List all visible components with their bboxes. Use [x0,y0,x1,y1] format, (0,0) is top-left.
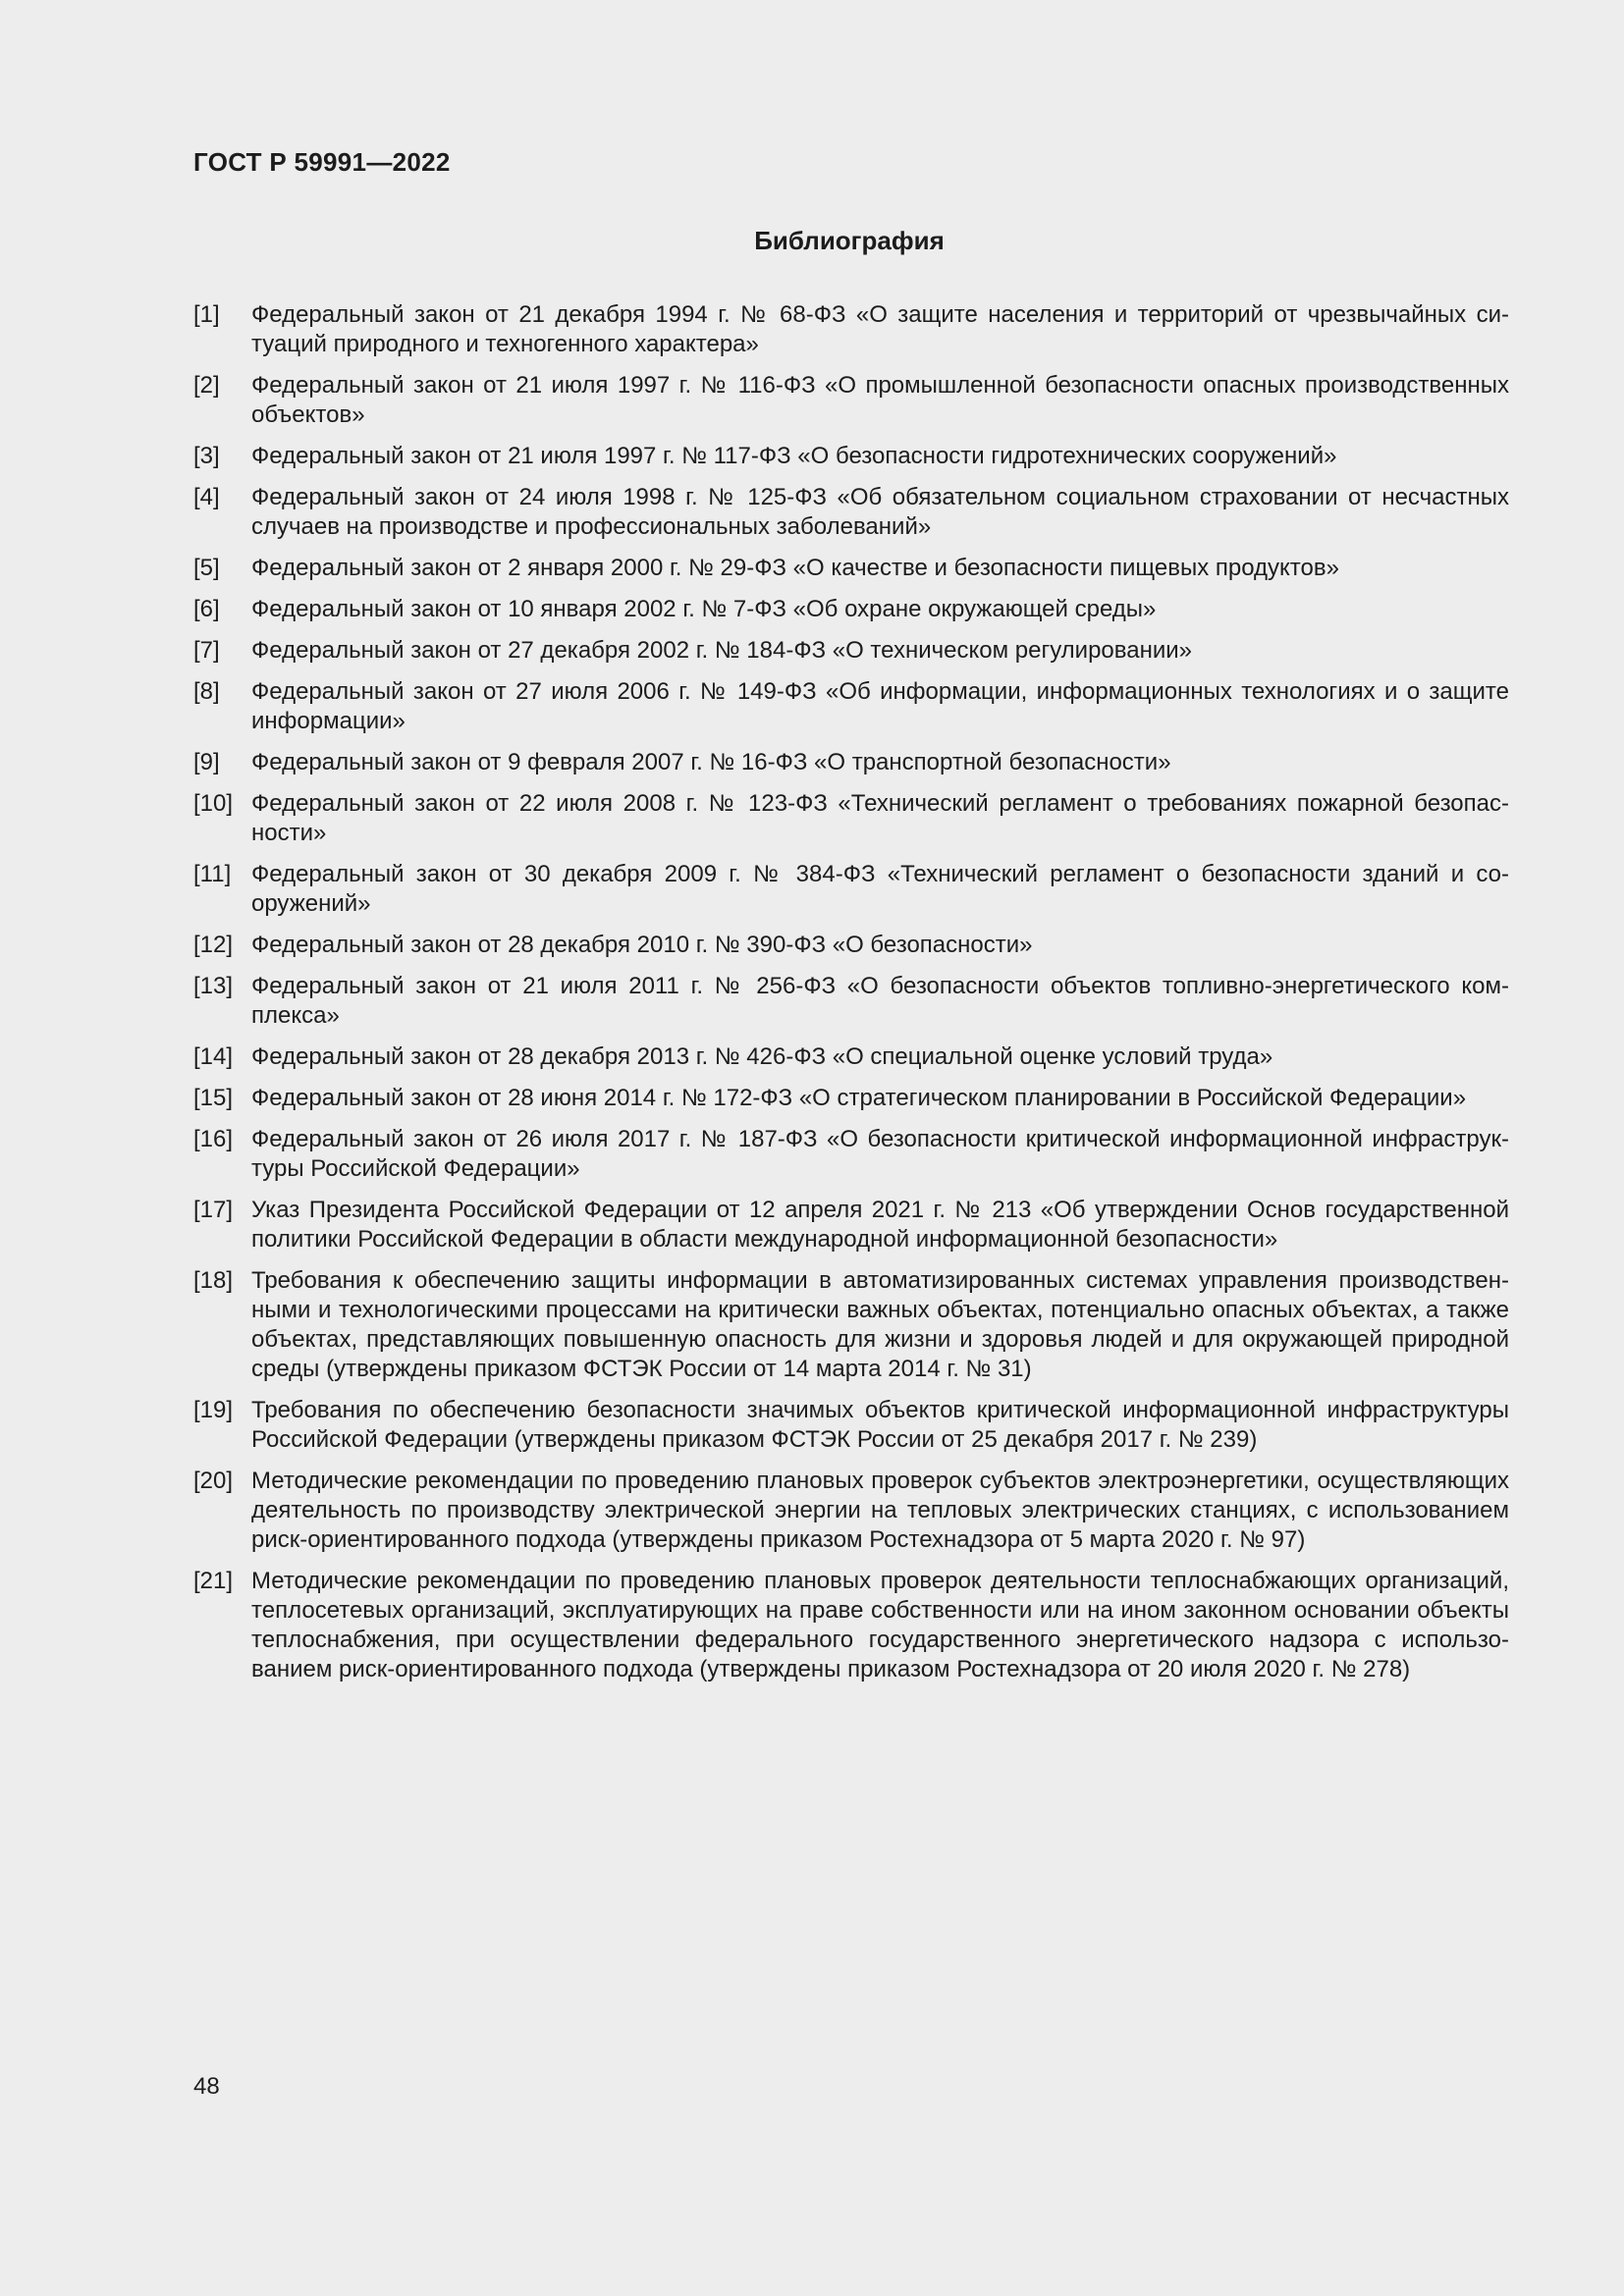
reference-text: Федеральный закон от 30 декабря 2009 г. № 384-ФЗ «Технический регламент о безопасности зданий и сооружений» [251,861,1509,917]
reference-number: [17] [193,1197,234,1223]
reference-text: Федеральный закон от 21 июля 2011 г. № 256-ФЗ «О безопасности объектов топливно-энергетического комплекса» [251,973,1509,1029]
bibliography-item [193,789,1509,848]
reference-text: Федеральный закон от 21 декабря 1994 г. № 68-ФЗ «О защите населения и территорий от чрезвычайных ситуаций природного и техногенного характера» [251,301,1509,357]
bibliography-item [193,483,1509,542]
bibliography-item [193,371,1509,430]
reference-number: [16] [193,1126,234,1152]
reference-number: [9] [193,749,220,775]
bibliography-item [193,1042,1509,1072]
bibliography-item [193,300,1509,359]
reference-number: [11] [193,861,232,887]
reference-text: Федеральный закон от 27 декабря 2002 г. № 184-ФЗ «О техническом регулировании» [251,637,1193,664]
reference-number: [13] [193,973,234,999]
reference-text: Методические рекомендации по проведению плановых проверок деятельности теплоснабжающих организаций, теплосетевых организаций, эксплуатирующих на праве собственности или на ином законном основании объекты теплоснабжения, при осуществлении федерального государственного энергетического надзора с использованием риск-ориентированного подхода (утверждены приказом Ростехнадзора от 20 июля 2020 г. № 278) [251,1568,1509,1682]
reference-text: Федеральный закон от 21 июля 1997 г. № 117-ФЗ «О безопасности гидротехнических сооружений» [251,443,1337,469]
reference-text: Федеральный закон от 22 июля 2008 г. № 123-ФЗ «Технический регламент о требованиях пожарной безопасности» [251,790,1509,846]
reference-number: [18] [193,1267,234,1294]
reference-number: [6] [193,596,220,622]
reference-text: Федеральный закон от 28 декабря 2013 г. № 426-ФЗ «О специальной оценке условий труда» [251,1043,1273,1070]
reference-number: [14] [193,1043,234,1070]
bibliography-item [193,972,1509,1031]
bibliography-item [193,931,1509,960]
reference-number: [5] [193,555,220,581]
bibliography-item [193,1196,1509,1255]
reference-number: [21] [193,1568,234,1594]
bibliography-title: Библиография [754,226,945,255]
reference-number: [1] [193,301,220,328]
reference-text: Федеральный закон от 9 февраля 2007 г. № 16-ФЗ «О транспортной безопасности» [251,749,1171,775]
bibliography-item [193,1396,1509,1455]
bibliography-item [193,636,1509,666]
reference-number: [19] [193,1397,234,1423]
reference-text: Федеральный закон от 27 июля 2006 г. № 149-ФЗ «Об информации, информационных технологиях и о защите информации» [251,678,1509,734]
reference-text: Федеральный закон от 10 января 2002 г. № 7-ФЗ «Об охране окружающей среды» [251,596,1157,622]
reference-text: Требования по обеспечению безопасности значимых объектов критической информационной инфраструктуры Российской Федерации (утверждены приказом ФСТЭК России от 25 декабря 2017 г. № 239) [251,1397,1509,1453]
bibliography-item [193,442,1509,471]
reference-text: Методические рекомендации по проведению плановых проверок субъектов электроэнергетики, осуществляющих деятельность по производству электрической энергии на тепловых электрических станциях, с использованием риск-ориентированного подхода (утверждены приказом Ростехнадзора от 5 марта 2020 г. № 97) [251,1468,1509,1553]
reference-text: Федеральный закон от 24 июля 1998 г. № 125-ФЗ «Об обязательном социальном страховании от несчастных случаев на производстве и профессиональных заболеваний» [251,484,1509,540]
reference-number: [12] [193,932,234,958]
bibliography-item [193,1467,1509,1555]
reference-text: Федеральный закон от 21 июля 1997 г. № 116-ФЗ «О промышленной безопасности опасных производственных объектов» [251,372,1509,428]
reference-text: Требования к обеспечению защиты информации в автоматизированных системах управления производственными и технологическими процессами на критически важных объектах, потенциально опасных объектах, а также объектах, представляющих повышенную опасность для жизни и здоровья людей и для окружающей природной среды (утверждены приказом ФСТЭК России от 14 марта 2014 г. № 31) [251,1267,1509,1382]
bibliography-list [193,300,1509,1696]
reference-number: [2] [193,372,220,399]
bibliography-item [193,748,1509,777]
bibliography-item [193,1266,1509,1384]
bibliography-item [193,1125,1509,1184]
reference-number: [10] [193,790,234,817]
bibliography-item [193,860,1509,919]
reference-number: [7] [193,637,220,664]
reference-text: Федеральный закон от 26 июля 2017 г. № 187-ФЗ «О безопасности критической информационной инфраструктуры Российской Федерации» [251,1126,1509,1182]
reference-number: [15] [193,1085,234,1111]
page-number: 48 [193,2073,220,2100]
reference-text: Федеральный закон от 28 июня 2014 г. № 172-ФЗ «О стратегическом планировании в Российской Федерации» [251,1085,1467,1111]
bibliography-item [193,1567,1509,1684]
reference-number: [3] [193,443,220,469]
bibliography-item [193,677,1509,736]
reference-number: [8] [193,678,220,705]
reference-number: [4] [193,484,220,510]
reference-text: Федеральный закон от 2 января 2000 г. № 29-ФЗ «О качестве и безопасности пищевых продуктов» [251,555,1339,581]
bibliography-item [193,1084,1509,1113]
reference-number: [20] [193,1468,234,1494]
reference-text: Федеральный закон от 28 декабря 2010 г. № 390-ФЗ «О безопасности» [251,932,1033,958]
reference-text: Указ Президента Российской Федерации от 12 апреля 2021 г. № 213 «Об утверждении Основ государственной политики Российской Федерации в области международной информационной безопасности» [251,1197,1509,1253]
document-code: ГОСТ Р 59991—2022 [193,147,451,177]
bibliography-item [193,595,1509,624]
bibliography-item [193,554,1509,583]
